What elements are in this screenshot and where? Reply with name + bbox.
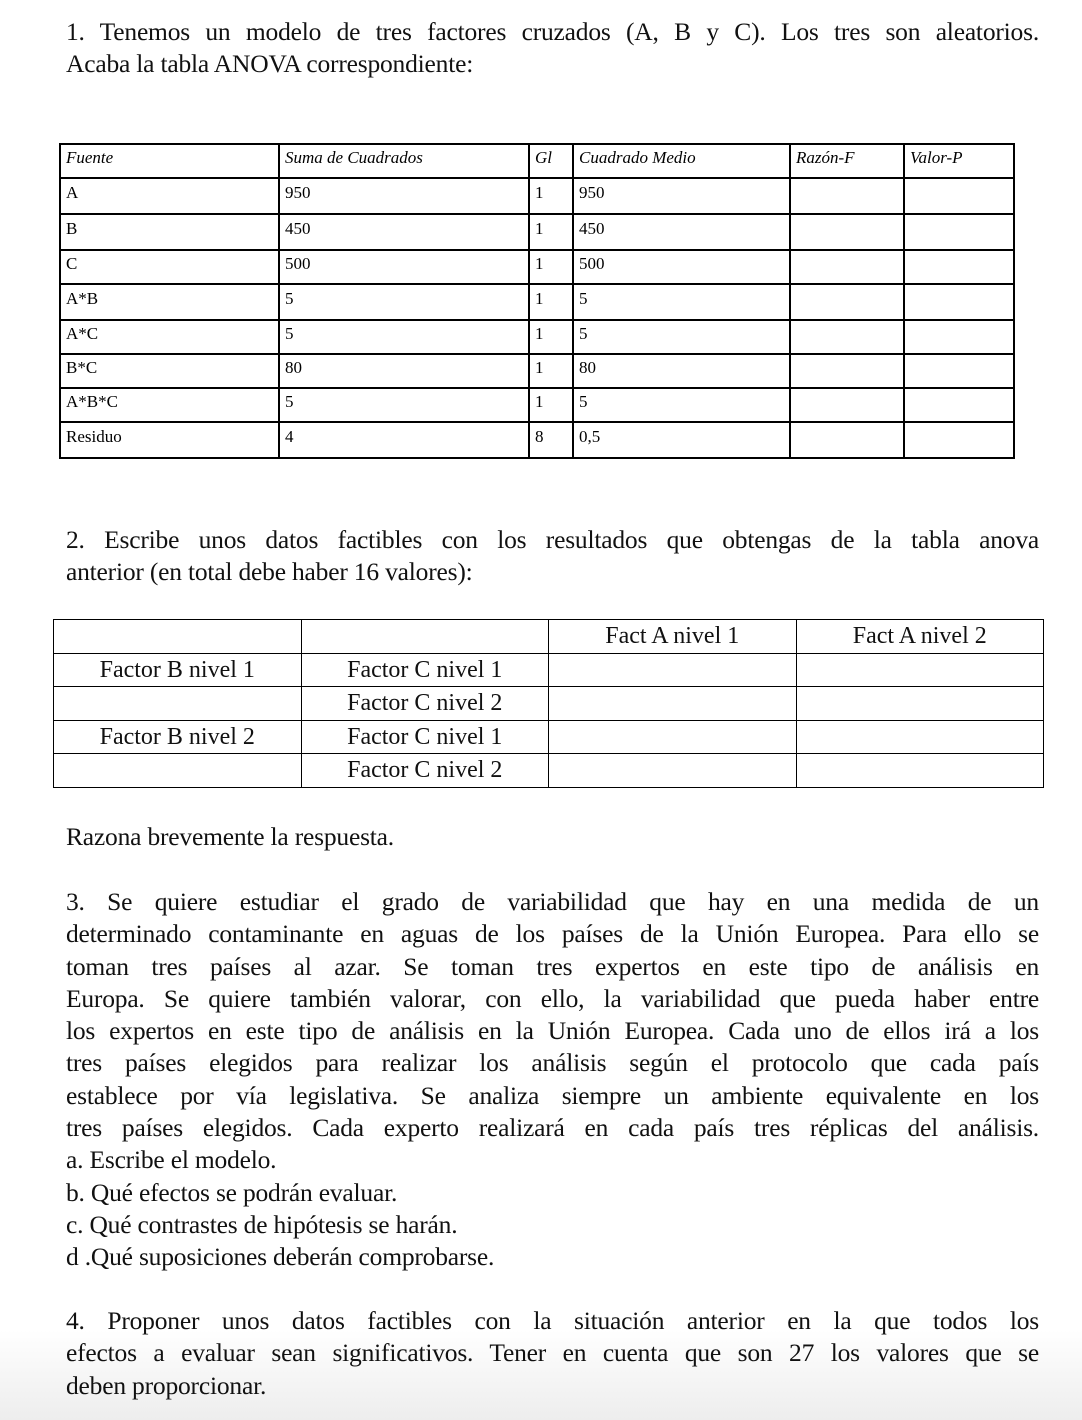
question-2-note xyxy=(66,821,1039,853)
cell-cm: 5 xyxy=(573,284,790,320)
table-row xyxy=(60,214,1014,250)
cell-cm: 950 xyxy=(573,178,790,214)
header-blank-c xyxy=(301,620,549,654)
cell-gl: 1 xyxy=(529,250,573,284)
cell-a1-empty[interactable] xyxy=(549,720,797,754)
data-table-header-row xyxy=(54,620,1044,654)
cell-fuente: A*C xyxy=(60,320,279,354)
question-3-line: los expertos en este tipo de análisis en la Unión Europea. Cada uno de ellos irá a los xyxy=(66,1016,1039,1046)
table-row xyxy=(54,653,1044,687)
header-cuadrado-medio: Cuadrado Medio xyxy=(573,144,790,178)
cell-fuente: A*B xyxy=(60,284,279,320)
table-row xyxy=(60,250,1014,284)
cell-factor-b: Factor B nivel 2 xyxy=(54,720,302,754)
cell-gl: 1 xyxy=(529,388,573,422)
table-row xyxy=(60,354,1014,388)
cell-cm: 500 xyxy=(573,250,790,284)
cell-sc: 950 xyxy=(279,178,529,214)
table-row xyxy=(60,284,1014,320)
cell-gl: 1 xyxy=(529,178,573,214)
cell-a2-empty[interactable] xyxy=(796,754,1044,788)
cell-factor-b: Factor B nivel 1 xyxy=(54,653,302,687)
cell-sc: 450 xyxy=(279,214,529,250)
question-3-line: toman tres países al azar. Se toman tres expertos en este tipo de análisis en xyxy=(66,951,1039,981)
cell-p-empty[interactable] xyxy=(904,320,1014,354)
table-row xyxy=(60,320,1014,354)
question-4-line: 4. Proponer unos datos factibles con la situación anterior en la que todos los xyxy=(66,1306,1039,1335)
question-4 xyxy=(66,1305,1039,1402)
header-razon-f: Razón-F xyxy=(790,144,904,178)
cell-f-empty[interactable] xyxy=(790,388,904,422)
question-3-item-d: d .Qué suposiciones deberán comprobarse. xyxy=(66,1242,495,1272)
cell-fuente: A*B*C xyxy=(60,388,279,422)
table-row xyxy=(60,422,1014,458)
cell-f-empty[interactable] xyxy=(790,178,904,214)
question-3-line: 3. Se quiere estudiar el grado de variabilidad que hay en una medida de un xyxy=(66,887,1039,916)
question-3-item-b: b. Qué efectos se podrán evaluar. xyxy=(66,1177,398,1207)
question-2-note-text: Razona brevemente la respuesta. xyxy=(66,822,394,851)
cell-sc: 5 xyxy=(279,388,529,422)
cell-f-empty[interactable] xyxy=(790,320,904,354)
question-4-line: efectos a evaluar sean significativos. Tener en cuenta que son 27 los valores que se xyxy=(66,1338,1039,1368)
cell-factor-c: Factor C nivel 1 xyxy=(301,653,549,687)
anova-header-row xyxy=(60,144,1014,178)
question-3-line: determinado contaminante en aguas de los países de la Unión Europea. Para ello se xyxy=(66,919,1039,949)
header-suma-cuadrados: Suma de Cuadrados xyxy=(279,144,529,178)
cell-cm: 5 xyxy=(573,388,790,422)
cell-gl: 1 xyxy=(529,320,573,354)
cell-sc: 5 xyxy=(279,284,529,320)
cell-a1-empty[interactable] xyxy=(549,687,797,721)
header-valor-p: Valor-P xyxy=(904,144,1014,178)
cell-sc: 80 xyxy=(279,354,529,388)
cell-factor-b xyxy=(54,754,302,788)
question-1 xyxy=(66,16,1039,81)
cell-factor-c: Factor C nivel 2 xyxy=(301,687,549,721)
cell-factor-c: Factor C nivel 1 xyxy=(301,720,549,754)
cell-factor-c: Factor C nivel 2 xyxy=(301,754,549,788)
table-row xyxy=(54,687,1044,721)
cell-sc: 500 xyxy=(279,250,529,284)
cell-a2-empty[interactable] xyxy=(796,687,1044,721)
cell-gl: 8 xyxy=(529,422,573,458)
cell-p-empty[interactable] xyxy=(904,354,1014,388)
cell-fuente: C xyxy=(60,250,279,284)
question-2-line: anterior (en total debe haber 16 valores): xyxy=(66,557,473,587)
cell-cm: 5 xyxy=(573,320,790,354)
cell-f-empty[interactable] xyxy=(790,422,904,458)
cell-p-empty[interactable] xyxy=(904,422,1014,458)
question-2-line: 2. Escribe unos datos factibles con los resultados que obtengas de la tabla anova xyxy=(66,525,1039,554)
question-3-item-c: c. Qué contrastes de hipótesis se harán. xyxy=(66,1209,458,1239)
cell-cm: 450 xyxy=(573,214,790,250)
question-2 xyxy=(66,524,1039,589)
question-3-item-a: a. Escribe el modelo. xyxy=(66,1145,277,1175)
cell-gl: 1 xyxy=(529,354,573,388)
header-fact-a-nivel-2: Fact A nivel 2 xyxy=(796,620,1044,654)
cell-p-empty[interactable] xyxy=(904,250,1014,284)
cell-a2-empty[interactable] xyxy=(796,720,1044,754)
cell-p-empty[interactable] xyxy=(904,214,1014,250)
cell-f-empty[interactable] xyxy=(790,354,904,388)
cell-cm: 0,5 xyxy=(573,422,790,458)
cell-sc: 4 xyxy=(279,422,529,458)
header-gl: Gl xyxy=(529,144,573,178)
question-3-line: tres países elegidos. Cada experto realizará en cada país tres réplicas del análisis. xyxy=(66,1113,1039,1143)
question-3-line: tres países elegidos para realizar los análisis según el protocolo que cada país xyxy=(66,1048,1039,1078)
cell-gl: 1 xyxy=(529,284,573,320)
cell-a2-empty[interactable] xyxy=(796,653,1044,687)
cell-factor-b xyxy=(54,687,302,721)
cell-fuente: B*C xyxy=(60,354,279,388)
table-row xyxy=(54,720,1044,754)
cell-fuente: B xyxy=(60,214,279,250)
question-3-line: establece por vía legislativa. Se analiza siempre un ambiente equivalente en los xyxy=(66,1080,1039,1110)
cell-fuente: A xyxy=(60,178,279,214)
question-1-line: Acaba la tabla ANOVA correspondiente: xyxy=(66,49,474,79)
header-blank-b xyxy=(54,620,302,654)
cell-a1-empty[interactable] xyxy=(549,754,797,788)
cell-fuente: Residuo xyxy=(60,422,279,458)
cell-f-empty[interactable] xyxy=(790,284,904,320)
header-fuente: Fuente xyxy=(60,144,279,178)
table-row xyxy=(60,178,1014,214)
question-3 xyxy=(66,886,1039,1274)
data-table xyxy=(53,619,1044,788)
cell-f-empty[interactable] xyxy=(790,250,904,284)
cell-sc: 5 xyxy=(279,320,529,354)
cell-f-empty[interactable] xyxy=(790,214,904,250)
anova-table xyxy=(59,143,1015,459)
cell-gl: 1 xyxy=(529,214,573,250)
cell-p-empty[interactable] xyxy=(904,178,1014,214)
cell-p-empty[interactable] xyxy=(904,388,1014,422)
cell-p-empty[interactable] xyxy=(904,284,1014,320)
question-3-line: Europa. Se quiere también valorar, con ello, la variabilidad que pueda haber entre xyxy=(66,983,1039,1013)
cell-cm: 80 xyxy=(573,354,790,388)
header-fact-a-nivel-1: Fact A nivel 1 xyxy=(549,620,797,654)
cell-a1-empty[interactable] xyxy=(549,653,797,687)
table-row xyxy=(54,754,1044,788)
question-4-line: deben proporcionar. xyxy=(66,1370,267,1400)
table-row xyxy=(60,388,1014,422)
question-1-line: 1. Tenemos un modelo de tres factores cruzados (A, B y C). Los tres son aleatorios. xyxy=(66,17,1039,46)
